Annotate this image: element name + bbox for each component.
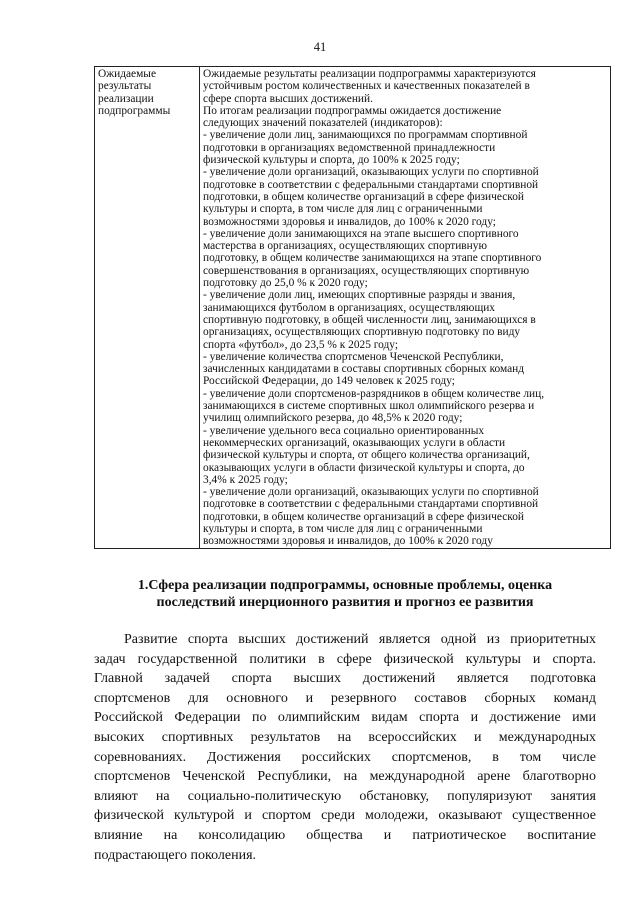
row-label-cell [95,67,200,549]
text-line: возможностями здоровья и инвалидов, до 100% к 2020 году [203,535,493,548]
text-line: физической культуры и спорта, от общего количества организаций, [203,449,530,462]
text-line: - увеличение доли спортсменов-разрядников в общем количестве лиц, [203,387,545,400]
text-line: некоммерческих организаций, оказывающих услуги в области [203,436,506,449]
text-line: училищ олимпийского резерва, до 48,5% к 2020 году; [203,412,463,425]
text-line: физической культурой и спортом среди молодежи, оказывают существенное [94,808,596,824]
text-line: соревнованиях. Достижения российских спортсменов, в том числе [94,749,596,765]
text-line: занимающихся футболом в организациях, осуществляющих [203,301,496,314]
text-line: устойчивым ростом количественных и качественных показателей в [203,80,530,93]
text-line: Главной задачей спорта высших достижений является подготовка [94,671,596,687]
text-line: Развитие спорта высших достижений является одной из приоритетных [124,632,596,647]
text-line: влияют на социально-политическую обстановку, популяризуют занятия [94,788,596,804]
text-line: сфере спорта высших достижений. [203,92,373,105]
text-line: культуры и спорта, в том числе для лиц с ограниченными [203,203,483,216]
text-line: 3,4% к 2025 году; [203,473,288,486]
text-line: следующих значений показателей (индикаторов): [203,117,443,130]
text-line: спортсменов Чеченской Республики, на международной арене благотворно [94,769,596,785]
text-line: влияние на консолидацию общества и патриотическое воспитание [94,827,596,843]
text-line: мастерства в организациях, осуществляющих спортивную [203,240,487,253]
text-line: физической культуры и спорта, до 100% к 2025 году; [203,154,460,167]
text-line: - увеличение доли организаций, оказывающих услуги по спортивной [203,486,539,499]
text-line: занимающихся в системе спортивных школ олимпийского резерва и [203,400,535,413]
text-line: - увеличение доли лиц, имеющих спортивные разряды и звания, [203,289,516,302]
text-line: оказывающих услуги в области физической культуры и спорта, до [203,461,525,474]
text-line: подпрограммы [98,104,171,117]
text-line: Российской Федерации по олимпийским видам спорта и достижение ими [94,710,596,726]
text-line: совершенствования в организациях, осуществляющих спортивную [203,264,530,277]
section-heading [94,577,596,611]
text-line: Ожидаемые [98,68,157,80]
program-passport-table [94,66,611,549]
table-row [95,67,611,549]
text-line: - увеличение доли лиц, занимающихся по программам спортивной [203,129,528,142]
text-line: спортсменов для основного и резервного составов сборных команд [94,690,596,706]
row-content-cell [200,67,611,549]
text-line: возможностями здоровья и инвалидов, до 100% к 2020 году; [203,215,496,228]
text-line: - увеличение удельного веса социально ориентированных [203,424,485,437]
text-line: спортивную подготовку, в общей численности лиц, занимающихся в [203,313,536,326]
text-line: подготовке в соответствии с федеральными стандартами спортивной [203,498,539,511]
text-line: задач государственной политики в сфере физической культуры и спорта. [94,651,596,667]
text-line: подготовку, в общем количестве занимающихся на этапе спортивного [203,252,542,265]
text-line: спорта «футбол», до 23,5 % к 2025 году; [203,338,399,351]
text-line: организациях, осуществляющих спортивную подготовку по виду [203,326,521,339]
body-paragraph [94,630,596,865]
text-line: подготовке в соответствии с федеральными стандартами спортивной [203,178,539,191]
text-line: результаты [98,80,152,93]
text-line: Российской Федерации, до 149 человек к 2025 году; [203,375,455,388]
text-line: подрастающего поколения. [94,847,257,863]
text-line: подготовку до 25,0 % к 2020 году; [203,277,368,290]
text-line: - увеличение количества спортсменов Чеченской Республики, [203,350,504,363]
text-line: зачисленных кандидатами в составы спортивных сборных команд [203,363,525,376]
section-heading-line: последствий инерционного развития и прогноз ее развития [156,595,534,610]
text-line: реализации [98,92,154,105]
text-line: высоких спортивных результатов на всероссийских и международных [94,729,596,745]
page-number: 41 [313,40,327,54]
text-line: Ожидаемые результаты реализации подпрограммы характеризуются [203,68,536,80]
text-line: - увеличение доли занимающихся на этапе высшего спортивного [203,227,519,240]
section-heading-line: 1.Сфера реализации подпрограммы, основные проблемы, оценка [137,578,553,593]
text-line: подготовки в организациях ведомственной принадлежности [203,141,496,154]
text-line: подготовки, в общем количестве организаций в сфере физической [203,190,525,203]
text-line: - увеличение доли организаций, оказывающих услуги по спортивной [203,166,539,179]
text-line: культуры и спорта, в том числе для лиц с ограниченными [203,522,483,535]
text-line: подготовки, в общем количестве организаций в сфере физической [203,510,525,523]
text-line: По итогам реализации подпрограммы ожидается достижение [203,104,502,117]
